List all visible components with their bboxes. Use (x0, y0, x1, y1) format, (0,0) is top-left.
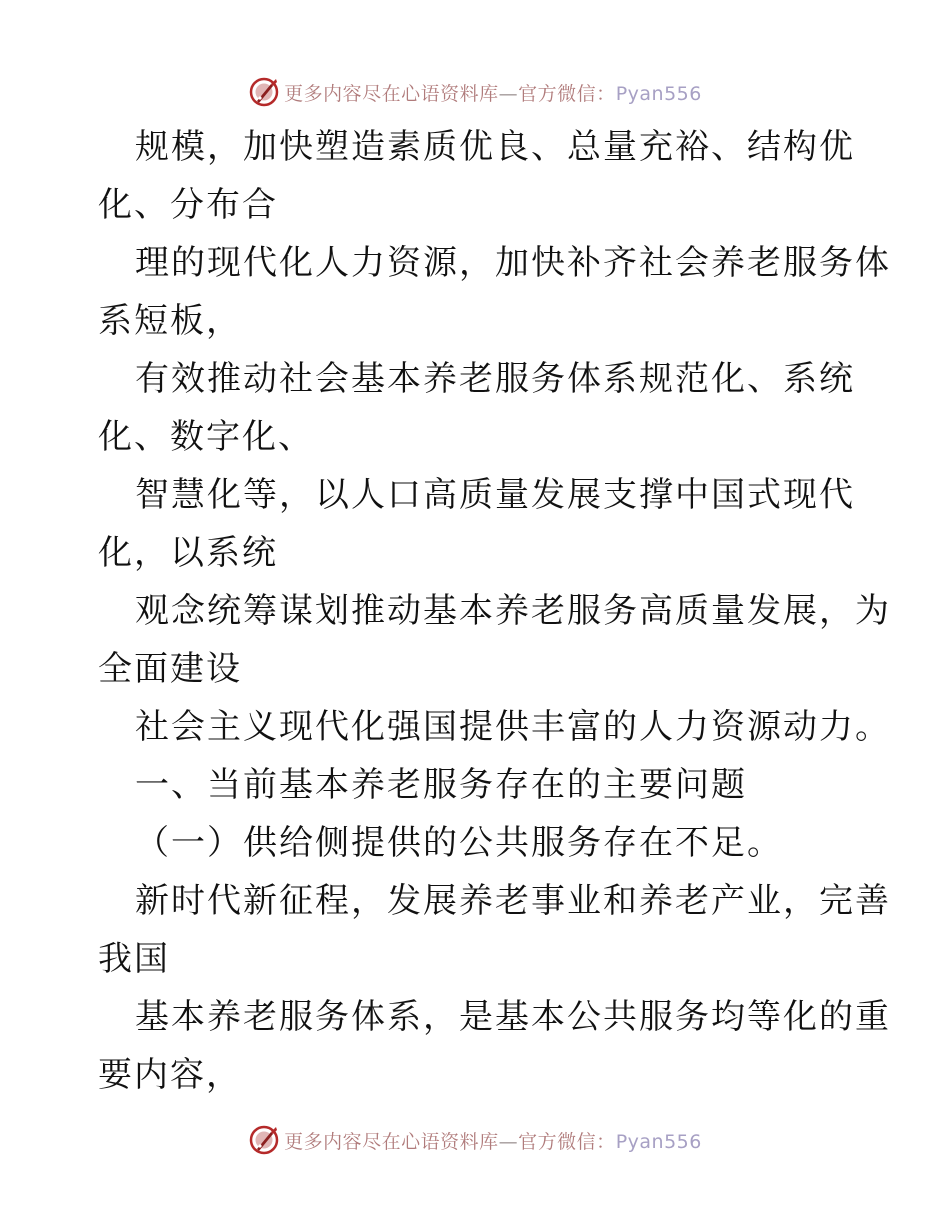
banner-separator: — (498, 1130, 519, 1153)
banner-official-label: 官方微信： (518, 82, 616, 105)
body-line: 全面建设 (98, 649, 242, 689)
footer-banner (0, 1120, 950, 1160)
banner-official-label: 官方微信： (518, 1130, 616, 1153)
body-line: 要内容， (98, 1055, 242, 1095)
section-heading: 一、当前基本养老服务存在的主要问题 (135, 765, 747, 805)
body-line: 理的现代化人力资源，加快补齐社会养老服务体 (135, 243, 891, 283)
banner-text (284, 1127, 702, 1154)
body-line: 有效推动社会基本养老服务体系规范化、系统 (135, 359, 855, 399)
banner-text (284, 79, 702, 106)
body-line: 化，以系统 (98, 533, 278, 573)
banner-library-text: 更多内容尽在心语资料库 (284, 1130, 499, 1153)
body-line: 新时代新征程，发展养老事业和养老产业，完善 (135, 881, 891, 921)
body-line: 系短板， (98, 301, 242, 341)
body-line: 智慧化等，以人口高质量发展支撑中国式现代 (135, 475, 855, 515)
header-banner (0, 72, 950, 112)
body-line: 基本养老服务体系，是基本公共服务均等化的重 (135, 997, 891, 1037)
banner-wechat-handle: Pyan556 (615, 1130, 702, 1153)
banner-wechat-handle: Pyan556 (615, 82, 702, 105)
banner-separator: — (498, 82, 519, 105)
body-line: 观念统筹谋划推动基本养老服务高质量发展，为 (135, 591, 891, 631)
banner-library-text: 更多内容尽在心语资料库 (284, 82, 499, 105)
body-line: 化、数字化、 (98, 417, 314, 457)
pen-nib-logo-icon (248, 1124, 280, 1156)
subsection-heading: （一）供给侧提供的公共服务存在不足。 (135, 823, 783, 863)
pen-nib-logo-icon (248, 76, 280, 108)
document-body (98, 118, 898, 1104)
body-line: 社会主义现代化强国提供丰富的人力资源动力。 (135, 707, 891, 747)
body-line: 化、分布合 (98, 185, 278, 225)
body-line: 我国 (98, 939, 170, 979)
body-line: 规模，加快塑造素质优良、总量充裕、结构优 (135, 127, 855, 167)
